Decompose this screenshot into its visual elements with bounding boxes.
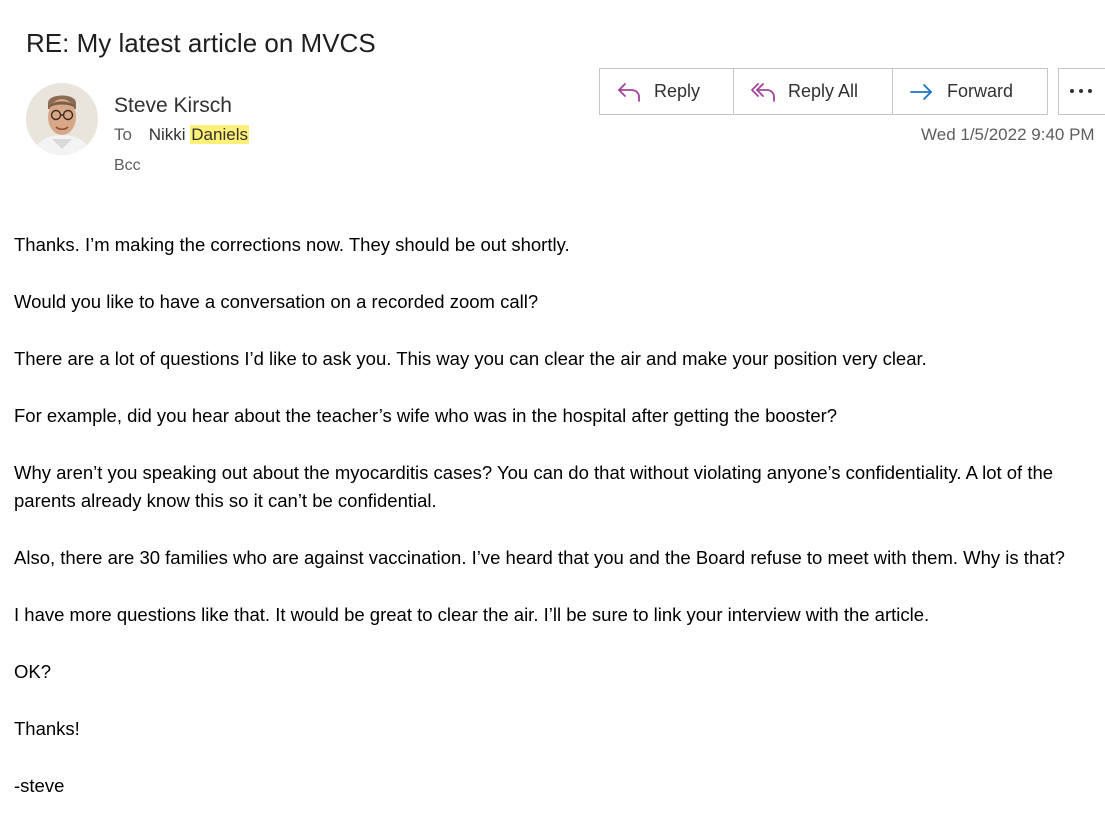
reply-button[interactable] bbox=[600, 69, 734, 114]
signature: -steve bbox=[14, 775, 65, 796]
ellipsis-icon bbox=[1069, 83, 1095, 101]
body-paragraph: There are a lot of questions I’d like to ask you. This way you can clear the air and make your position very clear. bbox=[14, 348, 927, 369]
body-paragraph: Would you like to have a conversation on a recorded zoom call? bbox=[14, 291, 539, 312]
sender-name[interactable]: Steve Kirsch bbox=[114, 94, 232, 117]
more-actions-button[interactable] bbox=[1058, 68, 1105, 115]
reply-all-label: Reply All bbox=[788, 81, 859, 101]
reply-all-button[interactable] bbox=[734, 69, 893, 114]
body-paragraph: Thanks. I’m making the corrections now. They should be out shortly. bbox=[14, 234, 570, 255]
forward-label: Forward bbox=[947, 81, 1014, 101]
forward-arrow-icon bbox=[909, 79, 935, 105]
sender-avatar[interactable] bbox=[26, 83, 98, 155]
body-paragraph: I have more questions like that. It would be great to clear the air. I’ll be sure to link your interview with the article. bbox=[14, 604, 930, 625]
body-paragraph: OK? bbox=[14, 661, 52, 682]
body-paragraph: Thanks! bbox=[14, 718, 80, 739]
body-paragraph: Why aren’t you speaking out about the myocarditis cases? You can do that without violating anyone’s confidentiality. A lot of the parents already know this so it can’t be confidential. bbox=[14, 462, 1054, 511]
reply-all-arrow-icon bbox=[750, 79, 776, 105]
body-paragraph: For example, did you hear about the teacher’s wife who was in the hospital after getting the booster? bbox=[14, 405, 838, 426]
reply-arrow-icon bbox=[616, 79, 642, 105]
recipient[interactable] bbox=[149, 125, 249, 144]
body-paragraph: Also, there are 30 families who are against vaccination. I’ve heard that you and the Board refuse to meet with them. Why is that? bbox=[14, 547, 1065, 568]
to-line bbox=[114, 123, 249, 147]
message-action-bar bbox=[599, 68, 1048, 115]
sent-date: Wed 1/5/2022 9:40 PM bbox=[921, 125, 1095, 144]
to-label: To bbox=[114, 125, 132, 144]
bcc-label: Bcc bbox=[114, 157, 141, 174]
recipient-first-name: Nikki bbox=[148, 125, 186, 144]
email-body bbox=[14, 231, 1094, 829]
reply-label: Reply bbox=[654, 81, 701, 101]
recipient-last-name-highlighted: Daniels bbox=[191, 125, 248, 144]
forward-button[interactable] bbox=[893, 69, 1047, 114]
avatar-photo bbox=[26, 83, 98, 155]
email-subject: RE: My latest article on MVCS bbox=[26, 28, 376, 58]
